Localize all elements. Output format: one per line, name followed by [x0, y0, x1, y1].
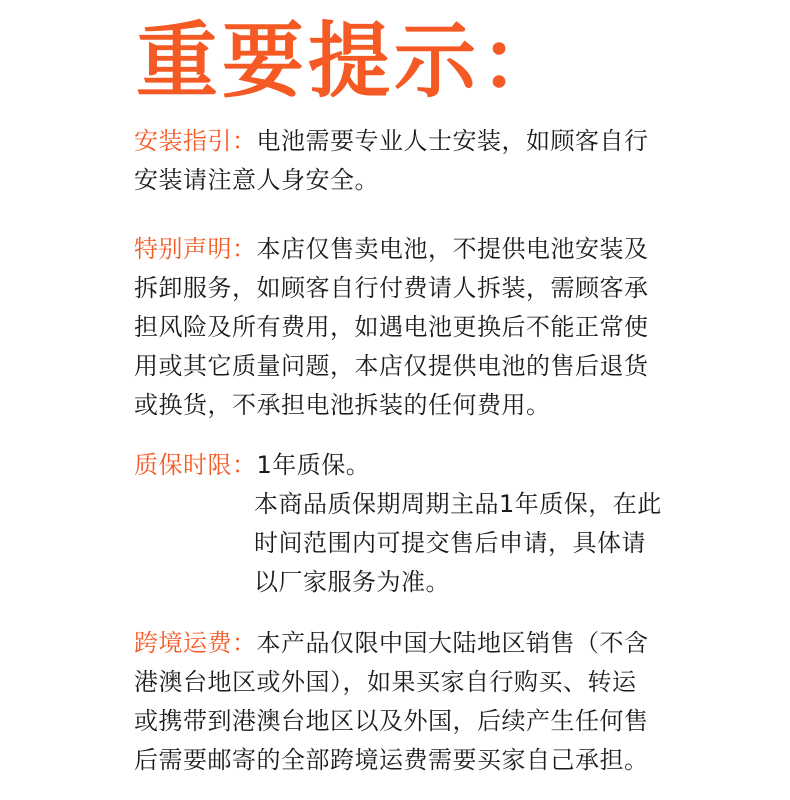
section-text-line: 本商品质保期周期主品1年质保，在此: [254, 490, 662, 518]
section-text-line: 本产品仅限中国大陆地区销售（不含: [256, 629, 649, 657]
section-text-line: 电池需要专业人士安装，如顾客自行: [256, 127, 649, 155]
section-special-statement: [134, 230, 654, 425]
section-label: 质保时限：: [134, 451, 257, 479]
section-first-line: [134, 446, 654, 485]
section-label: 安装指引：: [134, 127, 257, 155]
section-first-line: [134, 624, 654, 663]
section-text-line: 时间范围内可提交售后申请，具体请: [254, 529, 646, 557]
section-first-line: [134, 122, 654, 161]
section-install-guide: [134, 122, 654, 200]
section-warranty-period: [134, 446, 662, 602]
section-text-line: 拆卸服务，如顾客自行付费请人拆装，需顾客承: [134, 274, 649, 302]
section-text-line: 港澳台地区或外国），如果买家自行购买、转运: [134, 668, 637, 696]
section-label: 跨境运费：: [134, 629, 257, 657]
section-text-line: 或换货，不承担电池拆装的任何费用。: [134, 391, 551, 419]
section-text-line: 或携带到港澳台地区以及外国，后续产生任何售: [134, 707, 649, 735]
section-text-line: 以厂家服务为准。: [254, 568, 450, 596]
section-first-line: [134, 230, 654, 269]
section-label: 特别声明：: [134, 235, 257, 263]
section-text-line: 担风险及所有费用，如遇电池更换后不能正常使: [134, 313, 649, 341]
section-text-line: 本店仅售卖电池，不提供电池安装及: [256, 235, 649, 263]
page-title: 重要提示：: [136, 14, 567, 109]
section-text-line: 1年质保。: [256, 451, 371, 479]
section-text-line: 安装请注意人身安全。: [134, 166, 379, 194]
section-text-line: 用或其它质量问题，本店仅提供电池的售后退货: [134, 352, 649, 380]
section-cross-border-shipping: [134, 624, 654, 780]
section-text-line: 后需要邮寄的全部跨境运费需要买家自己承担。: [134, 746, 649, 774]
